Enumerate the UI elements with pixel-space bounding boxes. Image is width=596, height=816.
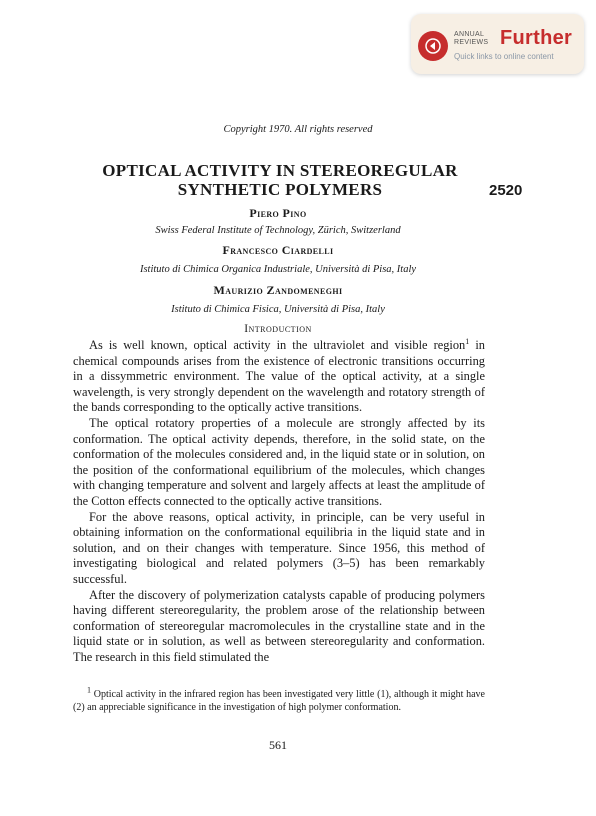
author-affiliation: Istituto di Chimica Fisica, Università di Pisa, Italy: [171, 304, 385, 315]
copyright-notice: Copyright 1970. All rights reserved: [223, 124, 373, 135]
footnote: $^1$ Optical activity in the infrared region has been investigated very little (1), although it might have (2) an appreciable significance in the investigation of high polymer conformation.: [73, 685, 485, 713]
paragraph: As is well known, optical activity in the ultraviolet and visible region$^1$ in chemical compounds arises from the existence of electronic transitions occurring in a dissymmetric environment. The value of the optical activity, at a single wavelength, is very strongly dependent on the wavelength and rotatory strength of the bands corresponding to the optically active transitions.: [73, 336, 485, 415]
author-name: Maurizio Zandomeneghi: [213, 283, 343, 297]
title-line: SYNTHETIC POLYMERS: [177, 180, 383, 199]
title-line: OPTICAL ACTIVITY IN STEREOREGULAR: [102, 161, 458, 180]
back-arrow-circle-icon[interactable]: [418, 31, 448, 61]
body-text: [73, 338, 485, 665]
page-number: 561: [269, 738, 287, 752]
author-affiliation: Swiss Federal Institute of Technology, Zürich, Switzerland: [155, 225, 401, 236]
author-name: Francesco Ciardelli: [222, 243, 334, 257]
footnote-marker[interactable]: 1: [465, 336, 470, 346]
paragraph: For the above reasons, optical activity, in principle, can be very useful in obtaining information on the conformational equilibria in the liquid state and in solution, and on their changes with temperature. Since 1956, this method of investigating biological and related polymers (3–5) has been remarkably successful.: [73, 509, 485, 586]
further-wordmark[interactable]: Further: [500, 27, 573, 49]
author-affiliation: Istituto di Chimica Organica Industriale, Università di Pisa, Italy: [139, 264, 417, 275]
section-heading: Introduction: [244, 323, 312, 335]
footnote-number: 1: [87, 685, 91, 695]
author-name: Piero Pino: [249, 206, 307, 220]
publisher-name: ANNUAL REVIEWS: [454, 31, 489, 46]
document-number: 2520: [489, 182, 523, 199]
further-banner[interactable]: [411, 14, 584, 74]
paragraph: The optical rotatory properties of a molecule are strongly affected by its conformation. The optical activity depends, therefore, in the solid state, on the conformation of the molecules considered and, in the liquid state or in solution, on the position of the conformational equilibrium of the molecules, which changes with changing temperature and solvent and largely affects at least the amplitude of the Cotton effects connected to the optically active transitions.: [73, 415, 485, 508]
article-title: [70, 161, 490, 199]
further-tagline: Quick links to online content: [454, 52, 554, 61]
paragraph: After the discovery of polymerization catalysts capable of producing polymers having different stereoregularity, the problem arose of the relationship between conformation of stereoregular macromolecules in the crystalline state and in the liquid state or in solution, as well as between stereoregularity and conformation. The research in this field stimulated the: [73, 587, 485, 664]
